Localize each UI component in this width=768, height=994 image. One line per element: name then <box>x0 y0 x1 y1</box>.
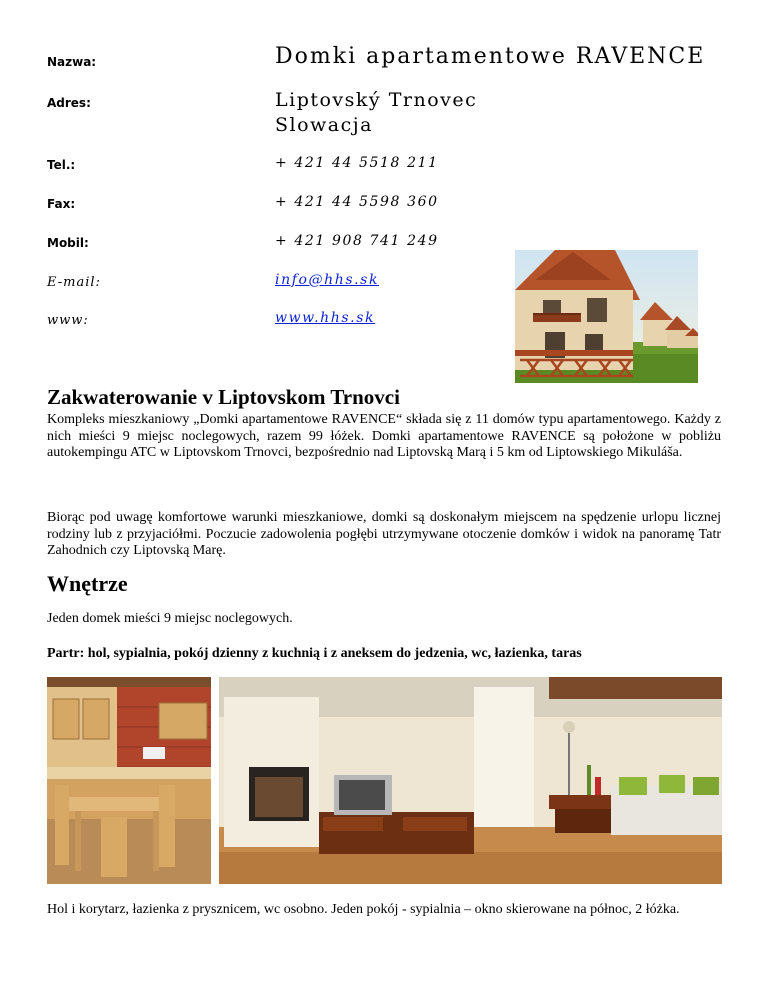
name-value: Domki apartamentowe RAVENCE <box>275 44 706 69</box>
tel-label: Tel.: <box>47 158 76 172</box>
email-label: E-mail: <box>47 275 101 290</box>
address-label: Adres: <box>47 96 91 110</box>
address-line1: Liptovský Trnovec <box>275 89 478 111</box>
accommodation-heading: Zakwaterowanie v Liptovskom Trnovci <box>47 385 400 409</box>
house-exterior-photo <box>515 250 698 383</box>
kitchen-photo <box>47 677 211 884</box>
www-link[interactable]: www.hhs.sk <box>275 310 376 326</box>
name-label: Nazwa: <box>47 55 97 69</box>
interior-line-2: Partr: hol, sypialnia, pokój dzienny z kuchnią i z aneksem do jedzenia, wc, łazienka, taras <box>47 646 582 661</box>
interior-caption: Hol i korytarz, łazienka z prysznicem, wc osobno. Jeden pokój - sypialnia – okno skierowane na północ, 2 łóżka. <box>47 902 680 917</box>
accommodation-paragraph-1: Kompleks mieszkaniowy „Domki apartamentowe RAVENCE“ składa się z 11 domów typu apartamentowego. Każdy z nich mieści 9 miejsc noclegowych, razem 99 łóżek. Domki apartamentowe RAVENCE są położone w pobliżu autokempingu ATC w Liptovskom Trnovci, bezpośrednio nad Liptovską Marą i 5 km od Liptowskiego Mikuláša. <box>47 412 721 460</box>
mobil-value: + 421 908 741 249 <box>275 233 439 249</box>
mobil-label: Mobil: <box>47 236 89 250</box>
fax-value: + 421 44 5598 360 <box>275 194 439 210</box>
tel-value: + 421 44 5518 211 <box>275 155 439 171</box>
www-label: www: <box>47 313 89 328</box>
living-room-photo <box>219 677 722 884</box>
interior-heading: Wnętrze <box>47 571 128 596</box>
email-link[interactable]: info@hhs.sk <box>275 272 380 288</box>
address-line2: Slowacja <box>275 114 373 136</box>
fax-label: Fax: <box>47 197 76 211</box>
accommodation-paragraph-2: Biorąc pod uwagę komfortowe warunki mieszkaniowe, domki są doskonałym miejscem na spędzenie urlopu licznej rodziny lub z przyjaciółmi. Poczucie zadowolenia pogłębi utrzymywane otoczenie domków i widok na panoramę Tatr Zahodnich czy Liptovską Marę. <box>47 510 721 558</box>
interior-line-1: Jeden domek mieści 9 miejsc noclegowych. <box>47 611 293 626</box>
